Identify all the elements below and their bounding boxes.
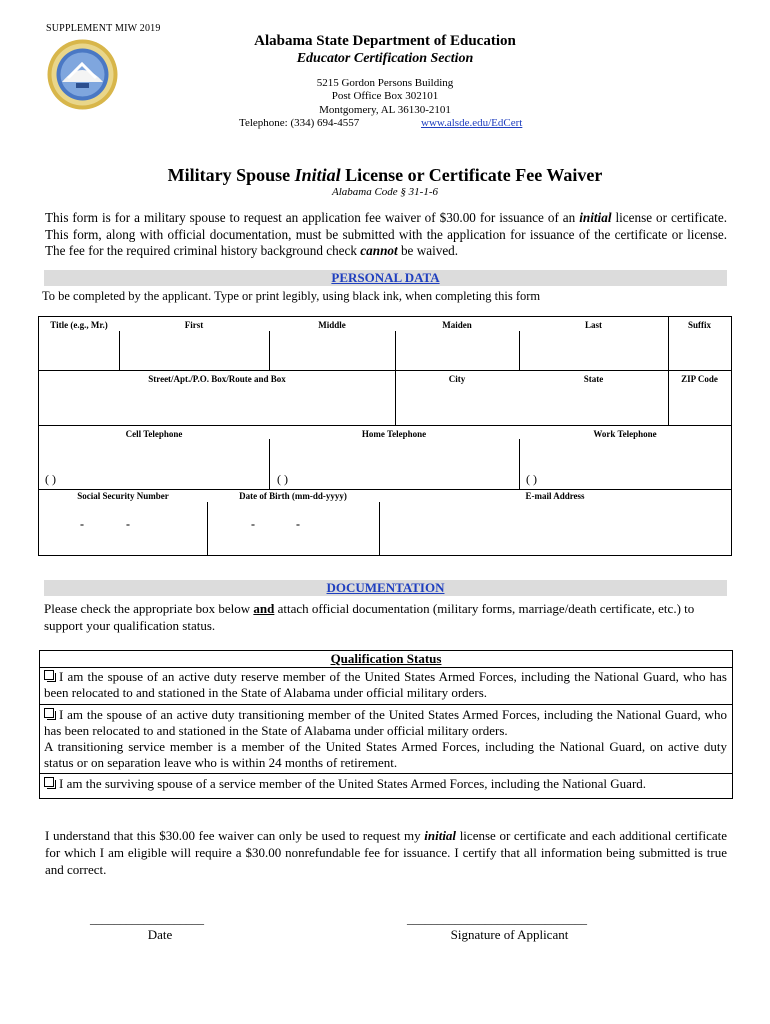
label-dob: Date of Birth (mm-dd-yyyy)	[239, 491, 347, 501]
grid-col-divider	[379, 502, 380, 556]
dob-dash: -	[251, 517, 255, 531]
home-telephone-field[interactable]	[271, 441, 517, 488]
agency-name: Alabama State Department of Education	[254, 33, 516, 49]
title-field[interactable]	[41, 333, 117, 369]
middle-name-field[interactable]	[271, 333, 393, 369]
qs-divider	[39, 667, 733, 668]
zip-field[interactable]	[670, 386, 730, 424]
intro-text-d: cannot	[360, 243, 398, 258]
ssn-dash: -	[80, 517, 84, 531]
qualification-status-title: Qualification Status	[330, 651, 442, 666]
section-name: Educator Certification Section	[296, 51, 474, 66]
label-zip: ZIP Code	[681, 374, 718, 384]
address-line-2: Post Office Box 302101	[331, 90, 439, 102]
label-ssn: Social Security Number	[77, 491, 169, 501]
label-city: City	[448, 374, 466, 384]
label-maiden: Maiden	[442, 320, 472, 330]
checkbox-icon[interactable]	[44, 670, 54, 680]
ssn-field[interactable]	[41, 504, 205, 554]
grid-row-divider	[39, 370, 731, 371]
suffix-field[interactable]	[670, 333, 730, 369]
dob-dash: -	[296, 517, 300, 531]
doc-text-a: Please check the appropriate box below	[44, 601, 254, 616]
personal-data-grid	[38, 316, 732, 556]
address-line-3: Montgomery, AL 36130-2101	[319, 104, 451, 116]
intro-text-e: be waived.	[397, 243, 459, 258]
qualification-option-3[interactable]	[44, 776, 727, 792]
signature-label: Signature of Applicant	[450, 927, 569, 942]
cert-text-b: initial	[424, 828, 457, 843]
cell-area-code: ( )	[45, 472, 56, 486]
cert-text-a: I understand that this $30.00 fee waiver can only be used to request my	[45, 828, 425, 843]
label-cell-telephone: Cell Telephone	[125, 429, 183, 439]
doc-text-b: and	[253, 601, 275, 616]
grid-col-divider	[519, 331, 520, 370]
doc-text-c: attach official documentation (military forms, marriage/death certificate, etc.) to support your qualification status.	[44, 601, 695, 633]
cell-telephone-field[interactable]	[41, 441, 267, 488]
grid-col-divider	[119, 331, 120, 370]
qs-divider	[39, 773, 733, 774]
grid-col-divider	[207, 502, 208, 556]
dob-field[interactable]	[209, 504, 377, 554]
form-title-post: License or Certificate Fee Waiver	[340, 165, 603, 185]
label-suffix: Suffix	[687, 320, 711, 330]
form-title-pre: Military Spouse	[167, 165, 295, 185]
documentation-heading: DOCUMENTATION	[326, 580, 445, 595]
work-telephone-field[interactable]	[521, 441, 730, 488]
transitioning-note: A transitioning service member is a member of the United States Armed Forces, including the National Guard, on active duty status or on separation leave who is within 24 months of retirement.	[44, 739, 727, 770]
first-name-field[interactable]	[121, 333, 267, 369]
grid-col-divider	[395, 331, 396, 370]
qualification-option-1[interactable]	[44, 669, 727, 701]
home-area-code: ( )	[277, 472, 288, 486]
state-seal-logo	[46, 38, 119, 111]
date-label: Date	[147, 927, 173, 942]
certification-paragraph	[45, 827, 727, 878]
documentation-instructions	[44, 600, 734, 634]
label-title: Title (e.g., Mr.)	[50, 320, 108, 330]
qualification-option-1-label: I am the spouse of an active duty reserve member of the United States Armed Forces, including the National Guard, who has been relocated to and stationed in the State of Alabama under official military orders.	[44, 669, 727, 700]
ssn-dash: -	[126, 517, 130, 531]
label-state: State	[583, 374, 604, 384]
supplement-label: SUPPLEMENT MIW 2019	[46, 23, 161, 34]
grid-row-divider	[39, 489, 731, 490]
intro-paragraph	[45, 210, 727, 260]
personal-data-instructions: To be completed by the applicant. Type or print legibly, using black ink, when completing this form	[42, 289, 541, 303]
form-title-italic: Initial	[294, 165, 341, 185]
checkbox-icon[interactable]	[44, 777, 54, 787]
qualification-option-2-label: I am the spouse of an active duty transitioning member of the United States Armed Forces, including the National Guard, who has been relocated to and stationed in the State of Alabama under official military orders.	[44, 707, 727, 738]
intro-text-a: This form is for a military spouse to request an application fee waiver of $30.00 for issuance of an	[45, 210, 580, 225]
label-email: E-mail Address	[525, 491, 585, 501]
qualification-option-2[interactable]	[44, 707, 727, 739]
intro-text-c: license or certificate. This form, along with official documentation, must be submitted with the application for issuance of the certificate or license. The fee for the required criminal history background check	[45, 210, 727, 258]
personal-data-heading: PERSONAL DATA	[331, 270, 440, 285]
label-last: Last	[584, 320, 602, 330]
intro-text-b: initial	[579, 210, 612, 225]
qs-divider	[39, 704, 733, 705]
grid-col-divider	[269, 439, 270, 489]
last-name-field[interactable]	[521, 333, 666, 369]
address-line-1: 5215 Gordon Persons Building	[316, 77, 454, 89]
city-state-field[interactable]	[397, 386, 666, 424]
website-link[interactable]: www.alsde.edu/EdCert	[421, 117, 523, 129]
cert-text-c: license or certificate and each additional certificate for which I am eligible will require a $30.00 nonrefundable fee for issuance. I certify that all information being submitted is true and correct.	[45, 828, 727, 877]
qualification-option-3-label: I am the surviving spouse of a service member of the United States Armed Forces, including the National Guard.	[59, 776, 647, 791]
alabama-code: Alabama Code § 31-1-6	[331, 186, 438, 198]
telephone: Telephone: (334) 694-4557	[239, 117, 360, 129]
date-line[interactable]: ___________________	[90, 912, 204, 926]
label-work-telephone: Work Telephone	[593, 429, 657, 439]
email-field[interactable]	[381, 504, 730, 554]
maiden-name-field[interactable]	[397, 333, 517, 369]
label-middle: Middle	[318, 320, 346, 330]
checkbox-icon[interactable]	[44, 708, 54, 718]
label-street: Street/Apt./P.O. Box/Route and Box	[148, 374, 286, 384]
grid-col-divider	[269, 331, 270, 370]
form-title	[100, 165, 670, 186]
label-home-telephone: Home Telephone	[361, 429, 427, 439]
street-field[interactable]	[41, 386, 393, 424]
label-first: First	[184, 320, 204, 330]
grid-col-divider	[519, 439, 520, 489]
grid-row-divider	[39, 425, 731, 426]
work-area-code: ( )	[526, 472, 537, 486]
signature-line[interactable]: ______________________________	[407, 912, 587, 926]
